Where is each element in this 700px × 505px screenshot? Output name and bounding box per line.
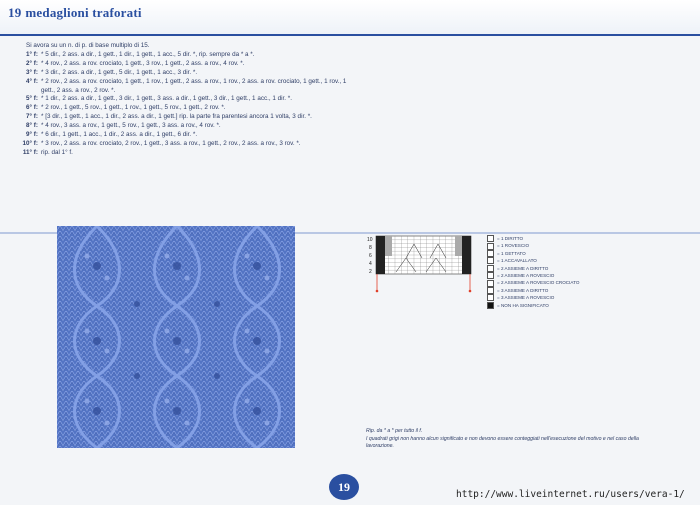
- row-label: 6° f:: [26, 104, 38, 112]
- header-bar: [0, 0, 700, 36]
- instruction-row: [18, 51, 358, 60]
- legend-item: [487, 242, 579, 249]
- instruction-row: [18, 122, 358, 131]
- pattern-number: 19: [8, 5, 22, 20]
- dash-square-icon: [487, 243, 494, 250]
- instruction-row: [18, 131, 358, 140]
- cross-slash-square-icon: [487, 280, 494, 287]
- chart-row-number: 4: [369, 261, 372, 267]
- legend-item: [487, 287, 579, 294]
- legend-item: [487, 265, 579, 272]
- row-label: 9° f:: [26, 131, 38, 139]
- stitch-chart: [366, 234, 478, 294]
- page-title: [8, 5, 142, 21]
- page-number-badge: 19: [329, 474, 359, 500]
- knit-swatch-photo: [57, 226, 295, 448]
- row-label: 8° f:: [26, 122, 38, 130]
- row-text: * 4 rov., 3 ass. a rov., 1 gett., 5 rov., 1 gett., 3 ass. a rov., 4 rov. *.: [41, 122, 221, 130]
- pattern-title: medaglioni traforati: [25, 5, 142, 20]
- row-text: * [3 dir., 1 gett., 1 acc., 1 dir., 2 ass. a dir., 1 gett.] rip. la parte fra parentesi ancora 1 volta, 3 dir. *.: [41, 113, 312, 121]
- legend-item: [487, 272, 579, 279]
- row-text: rip. dal 1° f.: [41, 148, 73, 156]
- instruction-row: [18, 113, 358, 122]
- watermark-url: http://www.liveinternet.ru/users/vera-1/: [456, 489, 685, 500]
- row-text: * 3 rov., 2 ass. a rov. crociato, 2 rov., 1 gett., 3 ass. a rov., 1 gett., 2 rov., 2 ass. a rov., 3 rov. *.: [41, 139, 301, 147]
- legend-item: [487, 257, 579, 264]
- legend-label: = 2 ASSIEME A DIRITTO: [497, 265, 549, 271]
- legend-label: = 1 DIRITTO: [497, 236, 524, 241]
- three-slash-square-icon: [487, 287, 494, 294]
- chart-caption: [366, 428, 666, 451]
- chart-legend: [487, 235, 579, 309]
- row-label: 7° f:: [26, 113, 38, 121]
- caption-line: Rip. da * a * per tutto il f.: [366, 428, 423, 434]
- row-text: * 5 dir., 2 ass. a dir., 1 gett., 1 dir., 1 gett., 1 acc., 5 dir. *, rip. sempre da * a *.: [41, 50, 255, 58]
- row-text: * 3 dir., 2 ass. a dir., 1 gett., 5 dir., 1 gett., 1 acc., 3 dir. *.: [41, 68, 198, 76]
- instruction-row: [18, 78, 358, 96]
- caption-note: I quadrati grigi non hanno alcun significato e non devono essere conteggiati nell'esecuzione del motivo e nel caso della lavorazione.: [366, 435, 639, 450]
- instruction-row: [18, 60, 358, 69]
- row-label: 1° f:: [26, 50, 38, 58]
- row-label: 5° f:: [26, 95, 38, 103]
- legend-label: = 2 ASSIEME A ROVESCIO CROCIATO: [497, 280, 580, 286]
- legend-label: = 1 GETTATO: [497, 250, 526, 256]
- three-dash-square-icon: [487, 294, 494, 301]
- legend-item: [487, 235, 579, 242]
- legend-item: [487, 250, 579, 257]
- black-square-icon: [487, 302, 494, 309]
- knit-texture-icon: [57, 226, 295, 448]
- legend-item: [487, 279, 579, 286]
- circle-square-icon: [487, 250, 494, 257]
- row-text: * 4 rov., 2 ass. a rov. crociato, 1 gett., 3 rov., 1 gett., 2 ass. a rov., 4 rov. *.: [41, 59, 245, 67]
- row-text: * 2 rov., 2 ass. a rov. crociato, 1 gett., 1 rov., 1 gett., 2 ass. a rov., 1 rov., 2 ass. a rov. crociato, 1 gett., 1 rov., 1 gett., 2 ass. a rov., 2 rov. *.: [41, 77, 347, 94]
- legend-label: = 3 ASSIEME A ROVESCIO: [497, 295, 555, 301]
- knitting-instructions: [18, 42, 358, 158]
- legend-label: = 3 ASSIEME A DIRITTO: [497, 287, 549, 293]
- instruction-row: [18, 95, 358, 104]
- instruction-row: [18, 149, 358, 158]
- legend-label: = 1 ROVESCIO: [497, 243, 530, 249]
- row-label: 2° f:: [26, 59, 38, 67]
- instructions-intro: Si avora su un n. di p. di base multiplo di 15.: [26, 42, 150, 49]
- acc-square-icon: [487, 257, 494, 264]
- blank-square-icon: [487, 235, 494, 242]
- row-text: * 2 rov., 1 gett., 5 rov., 1 gett., 1 rov., 1 gett., 5 rov., 1 gett., 2 rov. *.: [41, 104, 226, 112]
- chart-row-number: 8: [369, 245, 372, 251]
- chart-row-number: 2: [369, 269, 372, 275]
- chart-row-number: 10: [367, 237, 373, 243]
- row-text: * 6 dir., 1 gett., 1 acc., 1 dir., 2 ass. a dir., 1 gett., 6 dir. *.: [41, 131, 198, 139]
- instruction-row: [18, 104, 358, 113]
- row-label: 10° f:: [22, 139, 38, 147]
- row-label: 3° f:: [26, 68, 38, 76]
- instruction-row: [18, 140, 358, 149]
- slash-square-icon: [487, 265, 494, 272]
- row-label: 11° f:: [22, 148, 38, 156]
- chart-grid: [366, 234, 478, 294]
- legend-label: = 1 ACCAVALLATO: [497, 258, 537, 264]
- row-label: 4° f:: [26, 77, 38, 85]
- legend-label: = NON HA SIGNIFICATO: [497, 302, 549, 308]
- instruction-row: [18, 69, 358, 78]
- chart-row-number: 6: [369, 253, 372, 259]
- legend-label: = 2 ASSIEME A ROVESCIO: [497, 273, 555, 279]
- slash-dash-square-icon: [487, 272, 494, 279]
- row-text: * 1 dir., 2 ass. a dir., 1 gett., 3 dir., 1 gett., 3 ass. a dir., 1 gett., 3 dir., 1 gett., 1 acc., 1 dir. *.: [41, 95, 292, 103]
- legend-item: [487, 302, 579, 309]
- legend-item: [487, 294, 579, 301]
